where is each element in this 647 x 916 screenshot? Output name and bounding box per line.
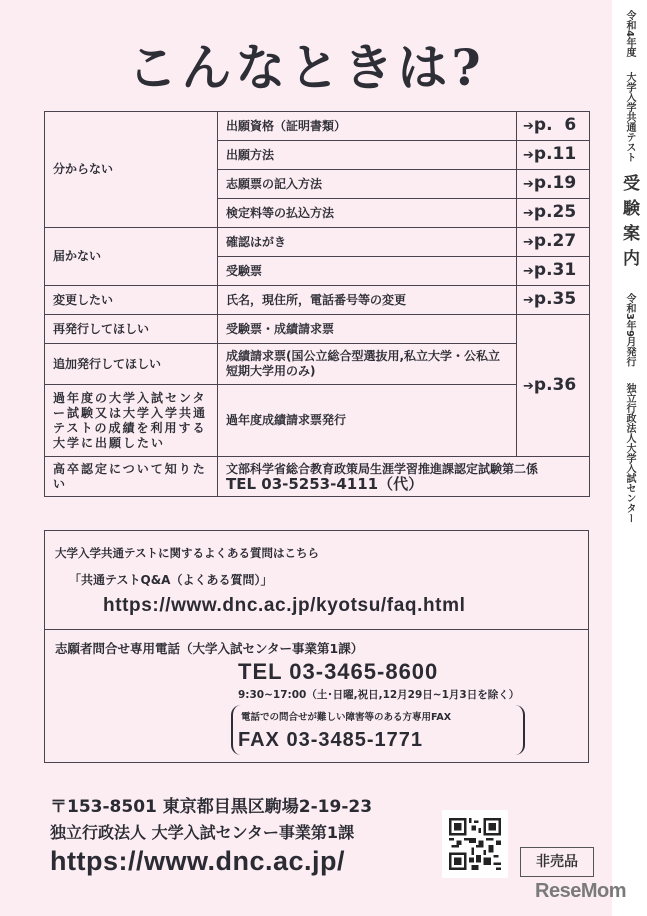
situation-cell: 高卒認定について知りたい [45,457,218,497]
inquiry-lead-text: 志願者問合せ専用電話（大学入試センター事業第1課） [55,641,364,656]
arrow-right-icon: ➔ [523,119,534,134]
page-number: p.31 [533,260,577,280]
arrow-right-icon: ➔ [523,235,534,250]
divider [45,629,588,630]
situation-cell: 追加発行してほしい [45,344,218,385]
item-cell: 成績請求票(国公立総合型選抜用,私立大学・公私立短期大学用のみ) [218,344,517,385]
website-url-link[interactable]: https://www.dnc.ac.jp/ [50,846,346,876]
table-row [45,385,590,457]
faq-url-link[interactable]: https://www.dnc.ac.jp/kyotsu/faq.html [103,595,466,616]
page-ref-cell [517,141,590,170]
contact-info-box [44,530,589,763]
table-row [45,344,590,385]
page-title: こんなときは? [127,38,485,97]
arrow-right-icon: ➔ [523,378,534,394]
contact-dept: 文部科学省総合教育政策局生涯学習推進課認定試験第二係 [226,461,539,476]
item-cell: 確認はがき [218,228,517,257]
situation-cell: 届かない [45,228,218,286]
contact-tel: TEL 03-5253-4111（代） [226,474,424,493]
fax-number: FAX 03-3485-1771 [238,729,424,751]
side-org: 独立行政法人大学入試センター [624,382,635,523]
page-number: p.27 [533,231,577,251]
side-doc-title: 受験案内 [619,173,639,274]
side-year: 令和4年度 [624,10,635,57]
page-number: p.35 [533,289,577,309]
table-row [45,112,590,141]
page-ref-cell [517,112,590,141]
fax-note: 電話での問合せが難しい障害等のある方専用FAX [241,712,452,723]
item-cell: 受験票 [218,257,517,286]
item-cell: 出願方法 [218,141,517,170]
arrow-right-icon: ➔ [523,148,534,163]
situation-cell: 分からない [45,112,218,228]
situation-cell: 再発行してほしい [45,315,218,344]
item-cell: 出願資格（証明書類） [218,112,517,141]
side-exam: 大学入学共通テスト [624,72,635,163]
table-row [45,315,590,344]
page-ref-cell [517,286,590,315]
page-ref-cell [517,228,590,257]
page-number: p.25 [533,202,577,222]
faq-name: 「共通テストQ&A（よくある質問）」 [69,573,273,587]
table-row [45,457,590,497]
not-for-sale-badge: 非売品 [520,847,594,877]
item-cell: 過年度成績請求票発行 [218,385,517,457]
page-ref-cell [517,257,590,286]
item-cell: 検定料等の払込方法 [218,199,517,228]
organization-name: 独立行政法人 大学入試センター事業第1課 [50,823,355,842]
page-ref-cell [517,315,590,457]
page-ref-cell [517,170,590,199]
resemom-watermark: ReseMom [535,880,626,902]
faq-lead-text: 大学入学共通テストに関するよくある質問はこちら [55,546,320,560]
page-number: p.19 [533,173,577,193]
faq-reference-table [44,111,590,497]
inquiry-tel: TEL 03-3465-8600 [238,659,439,684]
qr-code [442,810,508,878]
side-issued: 令和3年9月発行 [624,293,635,368]
item-cell: 氏名，現住所，電話番号等の変更 [218,286,517,315]
qr-code-icon [449,818,501,870]
page-number: p.36 [533,374,577,395]
arrow-right-icon: ➔ [523,293,534,308]
situation-cell: 変更したい [45,286,218,315]
arrow-right-icon: ➔ [523,264,534,279]
item-cell [218,457,590,497]
page-number: p.11 [533,144,577,164]
arrow-right-icon: ➔ [523,177,534,192]
arrow-right-icon: ➔ [523,206,534,221]
table-row [45,286,590,315]
page-ref-cell [517,199,590,228]
item-cell: 受験票・成績請求票 [218,315,517,344]
side-strip-text [618,10,642,523]
inquiry-hours: 9:30~17:00（土･日曜,祝日,12月29日~1月3日を除く） [238,689,520,701]
postal-address: 〒153-8501 東京都目黒区駒場2-19-23 [50,797,373,817]
page-number: p. 6 [533,115,577,135]
situation-cell: 過年度の大学入試センター試験又は大学入学共通テストの成績を利用する大学に出願したい [45,385,218,457]
item-cell: 志願票の記入方法 [218,170,517,199]
table-row [45,228,590,257]
